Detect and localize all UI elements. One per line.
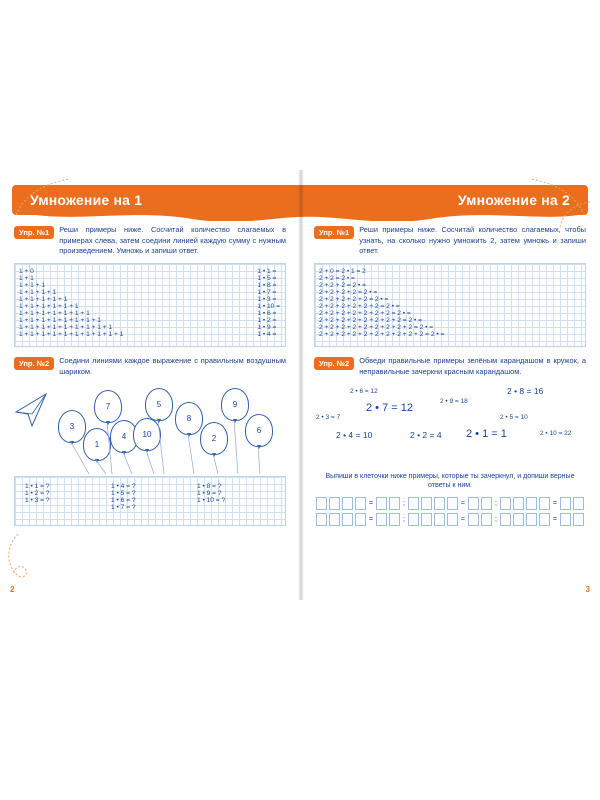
answer-cell[interactable] <box>500 497 511 510</box>
answer-cell[interactable] <box>513 497 524 510</box>
row-separator: ; <box>403 516 405 524</box>
answer-cell[interactable] <box>447 497 458 510</box>
left-exercise-2-text: Соедини линиями каждое выражение с правильным воздушным шариком. <box>59 356 286 376</box>
expr-2x8[interactable]: 2 • 8 = 16 <box>507 385 544 396</box>
right-ex1-rows: 2 + 0 = 2 • 1 = 2 2 + 2 = 2 • = 2 + 2 + 2 = 2 • = 2 + 2 + 2 + 2 = 2 • = 2 + 2 + 2 + 2 + 2 = 2 • = 2 + 2 + 2 + 2 + 2 + 2 = 2 • = 2 + 2 + 2 + 2 + 2 + 2 + 2 = 2 • = 2 + 2 + 2 + 2 + 2 + 2 + 2 + 2 = 2 • = 2 + 2 + 2 + 2 + 2 + 2 + 2 + 2 + 2 = 2 • = 2 + 2 + 2 + 2 + 2 + 2 + 2 + 2 + 2 + 2 = 2 • = <box>319 268 445 339</box>
answer-box-rows <box>316 497 584 526</box>
answer-cell[interactable] <box>481 513 492 526</box>
answer-cell[interactable] <box>316 513 327 526</box>
answer-cell[interactable] <box>526 513 537 526</box>
answer-cell[interactable] <box>421 497 432 510</box>
right-banner <box>300 185 588 215</box>
expr-2x1[interactable]: 2 • 1 = 1 <box>466 427 507 440</box>
right-exercise-2-note: Выпиши в клеточки ниже примеры, которые ты зачеркнул, и допиши верные ответы к ним. <box>325 472 575 490</box>
expr-2x6[interactable]: 2 • 6 = 12 <box>350 387 378 395</box>
answer-cell[interactable] <box>539 497 550 510</box>
left-page-number: 2 <box>10 585 15 594</box>
expr-2x4[interactable]: 2 • 4 = 10 <box>336 429 373 440</box>
answer-cell[interactable] <box>468 497 479 510</box>
right-exercise-2-header <box>314 356 586 377</box>
answer-cell[interactable] <box>408 513 419 526</box>
right-exercise-2-items <box>314 386 586 470</box>
answer-cell[interactable] <box>329 497 340 510</box>
row-separator: ; <box>494 516 497 524</box>
answer-cell[interactable] <box>560 513 571 526</box>
answer-cell[interactable] <box>355 497 366 510</box>
banner-wave-left <box>12 213 300 221</box>
answer-cell[interactable] <box>434 497 445 510</box>
row-separator: ; <box>494 500 497 508</box>
answer-cell[interactable] <box>539 513 550 526</box>
balloon-3[interactable]: 1 <box>83 428 111 461</box>
right-page <box>300 170 600 600</box>
left-banner <box>12 185 300 215</box>
left-page <box>0 170 300 600</box>
right-exercise-1-header <box>314 225 586 257</box>
answer-cell[interactable] <box>468 513 479 526</box>
equals-sign-3: = <box>552 500 557 508</box>
answer-cell[interactable] <box>513 513 524 526</box>
balloon-7[interactable]: 8 <box>175 402 203 435</box>
answer-cell[interactable] <box>500 513 511 526</box>
left-exercise-1-badge: Упр. №1 <box>14 226 54 239</box>
balloon-group <box>14 384 286 474</box>
answer-cell[interactable] <box>434 513 445 526</box>
answer-cell[interactable] <box>447 513 458 526</box>
answer-cell[interactable] <box>421 513 432 526</box>
balloon-6[interactable]: 10 <box>133 418 161 451</box>
answer-cell[interactable] <box>316 497 327 510</box>
left-exercise-2-badge: Упр. №2 <box>14 357 54 370</box>
expr-2x7[interactable]: 2 • 7 = 12 <box>366 401 413 414</box>
answer-cell[interactable] <box>481 497 492 510</box>
right-exercise-1-grid[interactable] <box>314 263 586 347</box>
balloon-strings <box>14 384 286 474</box>
answer-cell[interactable] <box>389 513 400 526</box>
right-exercise-2-badge: Упр. №2 <box>314 357 354 370</box>
equals-sign-2: = <box>460 500 465 508</box>
expr-2x9[interactable]: 2 • 9 = 18 <box>440 397 468 405</box>
corner-swirl-left-icon <box>4 534 30 582</box>
answer-cell[interactable] <box>355 513 366 526</box>
left-exercise-2-header <box>14 356 286 377</box>
corner-swirl-right-icon <box>554 198 594 238</box>
equals-sign: = <box>368 516 374 524</box>
expr-2x10[interactable]: 2 • 10 = 22 <box>540 429 572 437</box>
left-ex2-column-3: 1 • 8 = ? 1 • 9 = ? 1 • 10 = ? <box>197 482 226 504</box>
balloon-8[interactable]: 2 <box>200 422 228 455</box>
answer-cell[interactable] <box>408 497 419 510</box>
balloon-5[interactable]: 5 <box>145 388 173 421</box>
answer-cell[interactable] <box>376 513 387 526</box>
balloon-10[interactable]: 6 <box>245 414 273 447</box>
balloon-9[interactable]: 9 <box>221 388 249 421</box>
balloon-1[interactable]: 3 <box>58 410 86 443</box>
left-banner-title: Умножение на 1 <box>30 192 143 208</box>
answer-cell[interactable] <box>526 497 537 510</box>
expr-2x2[interactable]: 2 • 2 = 4 <box>410 429 442 440</box>
answer-cell[interactable] <box>329 513 340 526</box>
left-ex2-column-2: 1 • 4 = ? 1 • 5 = ? 1 • 6 = ? 1 • 7 = ? <box>111 482 136 511</box>
balloon-4[interactable]: 4 <box>110 420 138 453</box>
answer-cell[interactable] <box>342 513 353 526</box>
answer-cell[interactable] <box>389 497 400 510</box>
left-exercise-1-text: Реши примеры ниже. Сосчитай количество слагаемых в примерах слева, затем соедини линией каждую сумму с нужным произведением. Умножь и запиши ответ. <box>59 225 286 256</box>
left-ex1-left-column: 1 + 0 1 + 1 1 + 1 + 1 1 + 1 + 1 + 1 1 + 1 + 1 + 1 + 1 1 + 1 + 1 + 1 + 1 + 1 1 + 1 + 1 + 1 + 1 + 1 + 1 1 + 1 + 1 + 1 + 1 + 1 + 1 + 1 1 + 1 + 1 + 1 + 1 + 1 + 1 + 1 + 1 1 + 1 + 1 + 1 + 1 + 1 + 1 + 1 + 1 + 1 <box>19 268 124 339</box>
right-banner-title: Умножение на 2 <box>457 192 570 208</box>
expr-2x3[interactable]: 2 • 3 = 7 <box>316 413 341 421</box>
equals-sign-3: = <box>552 516 557 524</box>
balloon-2[interactable]: 7 <box>94 390 122 423</box>
left-ex1-right-column: 1 • 1 = 1 • 5 = 1 • 8 = 1 • 7 = 1 • 3 = 1 • 10 = 1 • 6 = 1 • 2 = 1 • 9 = 1 • 4 = <box>257 268 280 339</box>
answer-cell[interactable] <box>342 497 353 510</box>
left-exercise-1-header <box>14 225 286 257</box>
equals-sign: = <box>368 500 374 508</box>
row-separator: ; <box>403 500 405 508</box>
right-page-number: 3 <box>585 585 590 594</box>
right-exercise-2-text: Обведи правильные примеры зелёным карандашом в кружок, а неправильные зачеркни красным карандашом. <box>359 356 586 376</box>
answer-row-2[interactable] <box>316 513 584 526</box>
right-exercise-1-badge: Упр. №1 <box>314 226 354 239</box>
left-exercise-1-grid[interactable] <box>14 263 286 347</box>
equals-sign-2: = <box>460 516 465 524</box>
left-exercise-2-grid[interactable] <box>14 476 286 526</box>
left-ex2-column-1: 1 • 1 = ? 1 • 2 = ? 1 • 3 = ? <box>25 482 50 504</box>
answer-row-1[interactable] <box>316 497 584 510</box>
answer-cell[interactable] <box>560 497 571 510</box>
answer-cell[interactable] <box>573 513 584 526</box>
right-exercise-1-text: Реши примеры ниже. Сосчитай количество слагаемых, чтобы узнать, на сколько нужно умножить 2, затем умножь и запиши ответ. <box>359 225 586 256</box>
book-gutter <box>298 170 304 600</box>
answer-cell[interactable] <box>573 497 584 510</box>
answer-cell[interactable] <box>376 497 387 510</box>
expr-2x5[interactable]: 2 • 5 = 10 <box>500 413 528 421</box>
